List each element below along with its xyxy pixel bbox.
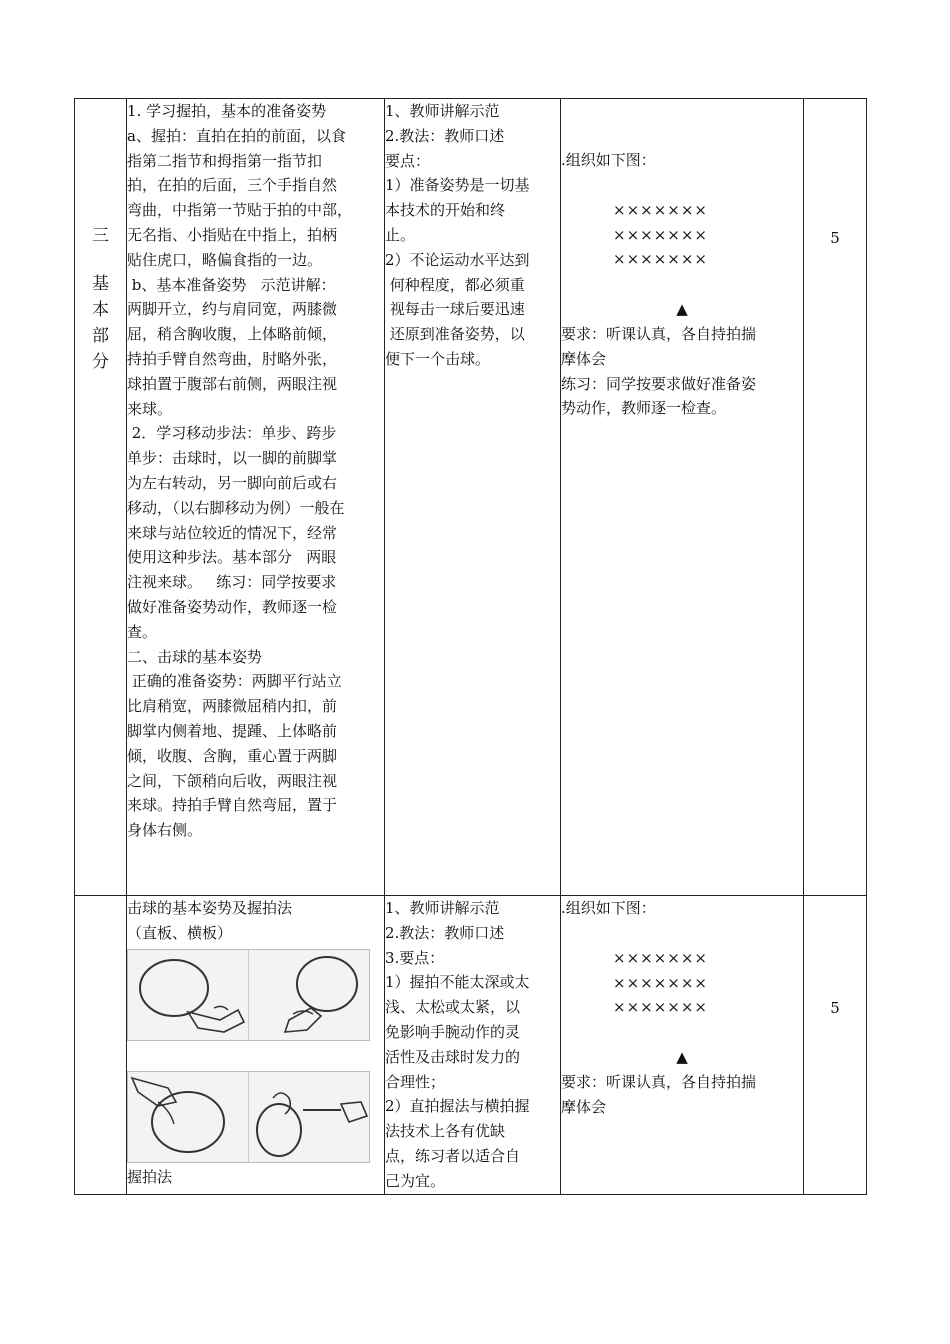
text-line: 持拍手臂自然弯曲，肘略外张， [127, 349, 338, 368]
penhold-grip-image [128, 950, 249, 1040]
student-formation-row: ××××××× [613, 948, 708, 967]
text-line: 止。 [385, 225, 416, 244]
content-subtitle: （直板、横板） [127, 923, 233, 942]
section-cell [75, 99, 127, 896]
student-formation-row: ××××××× [613, 973, 708, 992]
text-line: 倾，收腹、含胸，重心置于两脚 [127, 746, 338, 765]
organization-cell [561, 99, 804, 896]
text-line: 屈，稍含胸收腹，上体略前倾， [127, 325, 338, 344]
text-line: 做好准备姿势动作，教师逐一检 [127, 597, 338, 616]
table-row [75, 99, 867, 896]
method-text [385, 99, 560, 372]
text-line: 移动，（以右脚移动为例）一般在 [127, 498, 345, 517]
organization-title: .组织如下图： [561, 151, 656, 169]
text-line: 弯曲，中指第一节贴于拍的中部， [127, 201, 353, 220]
text-line: 二、击球的基本姿势 [127, 647, 263, 666]
text-line: 1）握拍不能太深或太 [385, 973, 530, 992]
text-line: 己为宜。 [385, 1171, 446, 1190]
text-line: 使用这种步法。基本部分 两眼 [127, 548, 337, 567]
text-line: 2）直拍握法与横拍握 [385, 1097, 530, 1116]
text-line: 注视来球。 练习：同学按要求 [127, 573, 337, 592]
organization-cell [561, 896, 804, 1195]
organization-line: 要求：听课认真，各自持拍揣 [561, 324, 757, 343]
shakehand-grip-image [249, 950, 369, 1040]
content-cell [127, 896, 385, 1195]
text-line: 来球与站位较近的情况下，经常 [127, 523, 338, 542]
method-text [385, 896, 560, 1194]
content-cell [127, 99, 385, 896]
text-line: 合理性； [385, 1072, 446, 1091]
text-line: 视每击一球后要迅速 [385, 300, 525, 319]
text-line: b、基本准备姿势 示范讲解： [127, 275, 336, 294]
text-line: 便下一个击球。 [385, 349, 491, 368]
text-line: 查。 [127, 622, 158, 641]
text-line: 单步：击球时，以一脚的前脚掌 [127, 449, 338, 468]
lesson-plan-table [74, 98, 867, 1195]
text-line: 两脚开立，约与肩同宽，两膝微 [127, 300, 338, 319]
text-line: 2.教法：教师口述 [385, 126, 505, 145]
text-line: 法技术上各有优缺 [385, 1122, 506, 1141]
time-cell [804, 99, 867, 896]
text-line: 球拍置于腹部右前侧，两眼注视 [127, 374, 338, 393]
section-char: 部 [92, 326, 109, 346]
student-formation-row: ××××××× [613, 200, 708, 219]
text-line: 浅、太松或太紧，以 [385, 998, 521, 1017]
section-cell [75, 896, 127, 1195]
time-value: 5 [830, 999, 840, 1017]
penhold-back-image [128, 1072, 249, 1162]
content-title: 击球的基本姿势及握拍法 [127, 899, 293, 917]
text-line: 正确的准备姿势：两脚平行站立 [127, 672, 342, 691]
section-char: 本 [92, 300, 109, 320]
time-value: 5 [830, 229, 840, 247]
text-line: 本技术的开始和终 [385, 201, 506, 220]
organization-line: 要求：听课认真，各自持拍揣 [561, 1072, 757, 1091]
content-text [127, 99, 384, 843]
text-line: 1. 学习握拍，基本的准备姿势 [127, 102, 327, 120]
text-line: 身体右侧。 [127, 821, 203, 840]
teacher-position-icon: ▲ [676, 1048, 688, 1067]
method-cell [385, 99, 561, 896]
text-line: 之间，下颌稍向后收，两眼注视 [127, 771, 338, 790]
photo-caption: 握拍法 [127, 1167, 173, 1186]
text-line: 免影响手腕动作的灵 [385, 1022, 521, 1041]
grip-photo-bottom [127, 1071, 370, 1163]
text-line: 何种程度，都必须重 [385, 275, 525, 294]
shakehand-back-image [249, 1072, 369, 1162]
text-line: 来球。 [127, 399, 173, 418]
grip-photo-top [127, 949, 370, 1041]
organization-line: 练习：同学按要求做好准备姿 [561, 374, 757, 393]
text-line: 1）准备姿势是一切基 [385, 176, 530, 195]
text-line: 点，练习者以适合自 [385, 1146, 521, 1165]
text-line: 指第二指节和拇指第一指节扣 [127, 151, 323, 170]
text-line: 为左右转动，另一脚向前后或右 [127, 473, 338, 492]
student-formation-row: ××××××× [613, 225, 708, 244]
text-line: a、握拍：直拍在拍的前面，以食 [127, 126, 346, 145]
text-line: 比肩稍宽，两膝微屈稍内扣，前 [127, 697, 338, 716]
text-line: 活性及击球时发力的 [385, 1047, 521, 1066]
text-line: 无名指、小指贴在中指上，拍柄 [127, 225, 338, 244]
section-label [75, 99, 126, 895]
organization-title: .组织如下图： [561, 899, 656, 917]
table-row [75, 896, 867, 1195]
text-line: 要点： [385, 151, 431, 170]
text-line: 还原到准备姿势，以 [385, 325, 525, 344]
text-line: 2）不论运动水平达到 [385, 250, 530, 269]
section-char: 基 [92, 274, 109, 294]
text-line: 来球。持拍手臂自然弯屈，置于 [127, 796, 338, 815]
text-line: 1、教师讲解示范 [385, 899, 500, 917]
student-formation-row: ××××××× [613, 998, 708, 1017]
text-line: 3.要点： [385, 948, 445, 967]
section-number: 三 [92, 226, 109, 246]
organization-line: 摩体会 [561, 349, 607, 368]
text-line: 脚掌内侧着地、提踵、上体略前 [127, 721, 338, 740]
section-char: 分 [92, 352, 109, 372]
text-line: 2.教法：教师口述 [385, 923, 505, 942]
method-cell [385, 896, 561, 1195]
text-line: 贴住虎口，略偏食指的一边。 [127, 250, 323, 269]
text-line: 拍，在拍的后面，三个手指自然 [127, 176, 338, 195]
teacher-position-icon: ▲ [676, 300, 688, 319]
time-cell [804, 896, 867, 1195]
text-line: 2．学习移动步法：单步、跨步 [127, 424, 337, 443]
organization-line: 势动作，教师逐一检查。 [561, 399, 727, 418]
student-formation-row: ××××××× [613, 250, 708, 269]
organization-line: 摩体会 [561, 1097, 607, 1116]
text-line: 1、教师讲解示范 [385, 102, 500, 120]
